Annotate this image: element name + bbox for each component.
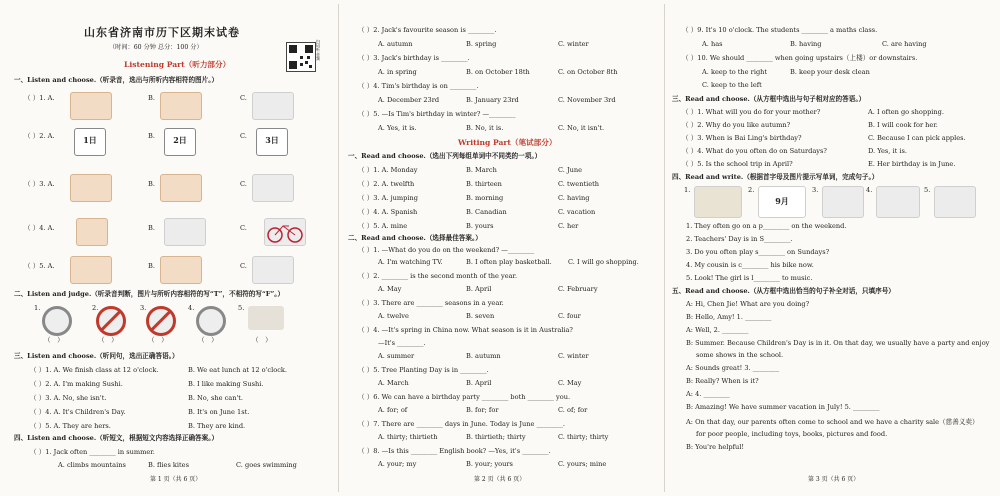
w2-q6-c: C. of; for — [558, 406, 588, 414]
dialog-line-1: A: Hi, Chen Jie! What are you doing? — [686, 300, 810, 308]
w1-q5-c: C. her — [558, 222, 579, 230]
w2-q8: （ ）8. —Is this ________ English book? —Yes, it's ________. — [358, 447, 551, 455]
l3-q1-b: B. We eat lunch at 12 o'clock. — [188, 366, 287, 374]
w1-q2-b: B. thirteen — [466, 180, 502, 188]
rw-num-4: 4. — [866, 186, 873, 194]
l3-q2-b: B. I like making Sushi. — [188, 380, 264, 388]
dialog-line-3: A: Well, 2. ________ — [686, 326, 749, 334]
listening-sec3-heading: 三、Listen and choose.（听问句，选出正确答语。） — [14, 352, 179, 360]
w2-q3-b: B. seven — [466, 312, 495, 320]
m-top-q4-b: B. January 23rd — [466, 96, 519, 104]
listening-part-title: Listening Part（听力部分） — [124, 60, 231, 69]
m-top-q4-a: A. December 23rd — [378, 96, 440, 104]
w2-q6-b: B. for; for — [466, 406, 499, 414]
judge-num-5: 5. — [238, 304, 245, 312]
dialog-line-7: B: Really? When is it? — [686, 377, 759, 385]
w1-q4-a: （ ）4. A. Spanish — [358, 208, 418, 216]
page-2 — [348, 0, 656, 496]
w2-q2-c: C. February — [558, 285, 598, 293]
l4-q1-b: B. flies kites — [148, 461, 189, 469]
m-top-q4: （ ）4. Tim's birthday is on ________. — [358, 82, 479, 90]
r-top-q10-c: C. keep to the left — [702, 81, 762, 89]
r-top-q10-a: A. keep to the right — [702, 68, 768, 76]
rw-num-5: 5. — [924, 186, 931, 194]
w2-q4-a: A. summer — [378, 352, 415, 360]
w2-q8-b: B. your; yours — [466, 460, 513, 468]
l4-q1-c: C. goes swimming — [236, 461, 297, 469]
w2-q8-a: A. your; my — [378, 460, 417, 468]
l4-q1: （ ）1. Jack often ________ in summer. — [30, 448, 155, 456]
r-top-q9-b: B. having — [790, 40, 822, 48]
calendar-1-picture — [74, 128, 106, 156]
m-top-q2-a: A. autumn — [378, 40, 413, 48]
m-top-q3: （ ）3. Jack's birthday is ________. — [358, 54, 470, 62]
m-top-q2: （ ）2. Jack's favourite season is ________. — [358, 26, 497, 34]
w2-q6: （ ）6. We can have a birthday party ________ both ________ you. — [358, 393, 571, 401]
r-top-q9-a: A. has — [702, 40, 723, 48]
rw-s1: 1. They often go on a p________ on the weekend. — [686, 222, 847, 230]
l3-q2-a: （ ）2. A. I'm making Sushi. — [30, 380, 123, 388]
sign-1-picture — [42, 306, 72, 336]
m-top-q4-c: C. November 3rd — [558, 96, 616, 104]
judge-blank-1[interactable]: （ ） — [44, 336, 64, 344]
w3-a1: A. I often go shopping. — [868, 108, 944, 116]
kids-cooking-picture — [252, 174, 294, 202]
page-2-footer: 第 2 页（共 6 页） — [474, 476, 526, 483]
l1-q2-c: C. — [240, 132, 247, 140]
w2-q5-b: B. April — [466, 379, 492, 387]
w3-q2: （ ）2. Why do you like autumn? — [682, 121, 791, 129]
l3-q5-a: （ ）5. A. They are hers. — [30, 422, 111, 430]
page-1 — [14, 0, 332, 496]
w1-q4-b: B. Canadian — [466, 208, 507, 216]
w3-a3: C. Because I can pick apples. — [868, 134, 966, 142]
l1-q5-b: B. — [148, 262, 155, 270]
dialog-line-2: B: Hello, Amy! 1. ________ — [686, 313, 772, 321]
w2-q1-a: A. I'm watching TV. — [378, 258, 443, 266]
dialog-line-6: A: Sounds great! 3. ________ — [686, 364, 780, 372]
w2-q4-b: B. autumn — [466, 352, 501, 360]
w1-q4-c: C. vacation — [558, 208, 596, 216]
l1-q3-c: C. — [240, 180, 247, 188]
listening-sec4-heading: 四、Listen and choose.（听短文，根据短文内容选择正确答案。） — [14, 434, 219, 442]
l3-q3-a: （ ）3. A. No, she isn't. — [30, 394, 107, 402]
writing-sec2-heading: 二、Read and choose.（选择最佳答案。） — [348, 234, 482, 242]
l3-q4-b: B. It's on June 1st. — [188, 408, 250, 416]
page-title: 山东省济南市历下区期末试卷 — [84, 26, 240, 39]
m-top-q3-a: A. in spring — [378, 68, 417, 76]
judge-blank-5[interactable]: （ ） — [252, 336, 272, 344]
r-top-q10-b: B. keep your desk clean — [790, 68, 870, 76]
cleaning-bike-picture — [876, 186, 920, 218]
listening-sec2-heading: 二、Listen and judge.（听录音判断，图片与所听内容相符的写“T”，不相符的写“F”。） — [14, 290, 285, 298]
boy-sweeping-picture — [252, 92, 294, 120]
w2-q1-c: C. I will go shopping. — [568, 258, 639, 266]
listening-sec1-heading: 一、Listen and choose.（听录音，选出与所听内容相符的图片。） — [14, 76, 219, 84]
w2-q7-a: A. thirty; thirtieth — [378, 433, 438, 441]
boy-at-desk-picture — [160, 92, 202, 120]
dialog-line-4: B: Summer. Because Children's Day is in it. On that day, we usually have a party and enjoy — [686, 339, 990, 347]
judge-blank-4[interactable]: （ ） — [198, 336, 218, 344]
l1-q4-b: B. — [148, 224, 155, 232]
r-top-q9: （ ）9. It's 10 o'clock. The students ________ a maths class. — [682, 26, 878, 34]
l1-q1-label: （ ）1. A. — [24, 94, 55, 102]
w2-q3-a: A. twelve — [378, 312, 409, 320]
l1-q1-b: B. — [148, 94, 155, 102]
calendar-september-picture — [758, 186, 806, 218]
writing-sec1-heading: 一、Read and choose.（选出下列每组单词中不同类的一项。） — [348, 152, 542, 160]
m-top-q5-b: B. No, it is. — [466, 124, 504, 132]
w2-q3-c: C. four — [558, 312, 581, 320]
l1-q3-b: B. — [148, 180, 155, 188]
house-picture — [70, 256, 112, 284]
w2-q4: （ ）4. —It's spring in China now. What season is it in Australia? — [358, 326, 573, 334]
judge-blank-3[interactable]: （ ） — [148, 336, 168, 344]
boy-reading-picture — [70, 92, 112, 120]
writing-sec4-heading: 四、Read and write.（根据首字母及图片提示写单词，完成句子。） — [672, 173, 879, 181]
schoolbag-picture — [76, 218, 108, 246]
w2-q2: （ ）2. ________ is the second month of the year. — [358, 272, 518, 280]
m-top-q2-c: C. winter — [558, 40, 589, 48]
w3-q3: （ ）3. When is Bai Ling's birthday? — [682, 134, 802, 142]
w1-q5-b: B. yours — [466, 222, 494, 230]
queue-picture — [248, 306, 284, 330]
m-top-q5-c: C. No, it isn't. — [558, 124, 605, 132]
writing-sec5-heading: 五、Read and choose.（从方框中选出恰当的句子补全对话，只填序号） — [672, 287, 895, 295]
rw-s2: 2. Teachers' Day is in S________. — [686, 235, 793, 243]
l1-q1-c: C. — [240, 94, 247, 102]
l3-q1-a: （ ）1. A. We finish class at 12 o'clock. — [30, 366, 159, 374]
w1-q2-c: C. twentieth — [558, 180, 600, 188]
writing-part-title: Writing Part（笔试部分） — [458, 138, 557, 147]
dog-picture — [164, 218, 206, 246]
w2-q7-b: B. thirtieth; thirty — [466, 433, 526, 441]
sign-4-picture — [196, 306, 226, 336]
w1-q2-a: （ ）2. A. twelfth — [358, 180, 415, 188]
no-food-sign — [96, 306, 126, 336]
m-top-q5-a: A. Yes, it is. — [378, 124, 417, 132]
w1-q3-a: （ ）3. A. jumping — [358, 194, 418, 202]
m-top-q3-c: C. on October 8th — [558, 68, 618, 76]
m-top-q2-b: B. spring — [466, 40, 497, 48]
judge-num-1: 1. — [34, 304, 41, 312]
r-top-q10: （ ）10. We should ________ when going upstairs（上楼）or downstairs. — [682, 54, 918, 62]
l4-q1-a: A. climbs mountains — [58, 461, 126, 469]
dialog-line-8: A: 4. ________ — [686, 390, 730, 398]
dialog-line-11: for poor people, including toys, books, pictures and food. — [696, 430, 888, 438]
judge-num-2: 2. — [92, 304, 99, 312]
w2-q5-a: A. March — [378, 379, 409, 387]
girl-picture — [160, 256, 202, 284]
w1-q5-a: （ ）5. A. mine — [358, 222, 408, 230]
judge-num-3: 3. — [140, 304, 147, 312]
rw-s3: 3. Do you often play s________ on Sundays? — [686, 248, 830, 256]
w1-q1-b: B. March — [466, 166, 497, 174]
rw-s4: 4. My cousin is c________ his bike now. — [686, 261, 814, 269]
w2-q6-a: A. for; of — [378, 406, 408, 414]
children-playing-picture — [70, 174, 112, 202]
w2-q2-b: B. April — [466, 285, 492, 293]
m-top-q3-b: B. on October 18th — [466, 68, 530, 76]
page-1-footer: 第 1 页（共 6 页） — [150, 476, 202, 483]
calendar-3-label: 3日 — [265, 135, 279, 145]
l3-q3-b: B. No, she can't. — [188, 394, 244, 402]
l1-q4-label: （ ）4. A. — [24, 224, 55, 232]
w2-q5-c: C. May — [558, 379, 582, 387]
picnic-picture — [694, 186, 742, 218]
page-3-footer: 第 3 页（共 6 页） — [808, 476, 860, 483]
kids-garden-picture — [160, 174, 202, 202]
w3-a5: E. Her birthday is in June. — [868, 160, 956, 168]
calendar-2-picture — [164, 128, 196, 156]
page-divider-2 — [664, 4, 665, 492]
l3-q5-b: B. They are kind. — [188, 422, 246, 430]
boy-kite-picture — [252, 256, 294, 284]
l1-q2-label: （ ）2. A. — [24, 132, 55, 140]
w2-q1: （ ）1. —What do you do on the weekend? —________ — [358, 246, 535, 254]
w2-q8-c: C. yours; mine — [558, 460, 607, 468]
bicycle-picture — [264, 218, 306, 246]
page-divider-1 — [338, 4, 339, 492]
l1-q4-c: C. — [240, 224, 247, 232]
judge-num-4: 4. — [188, 304, 195, 312]
w1-q3-b: B. morning — [466, 194, 504, 202]
calendar-2-label: 2日 — [173, 135, 187, 145]
l1-q5-label: （ ）5. A. — [24, 262, 55, 270]
rw-num-1: 1. — [684, 186, 691, 194]
dialog-line-10: A: On that day, our parents often come to school and we have a charity sale（慈善义卖） — [686, 418, 979, 426]
dialog-line-12: B: You're helpful! — [686, 443, 745, 451]
w1-q3-c: C. having — [558, 194, 590, 202]
l1-q2-b: B. — [148, 132, 155, 140]
w2-q7: （ ）7. There are ________ days in June. Today is June ________. — [358, 420, 565, 428]
page-3 — [672, 0, 990, 496]
l1-q5-c: C. — [240, 262, 247, 270]
listening-music-picture — [934, 186, 976, 218]
w3-q4: （ ）4. What do you often do on Saturdays? — [682, 147, 827, 155]
w2-q5: （ ）5. Tree Planting Day is in ________. — [358, 366, 489, 374]
w3-a4: D. Yes, it is. — [868, 147, 907, 155]
l1-q3-label: （ ）3. A. — [24, 180, 55, 188]
rw-num-2: 2. — [748, 186, 755, 194]
calendar-september-label: 9月 — [775, 196, 789, 206]
dialog-line-9: B: Amazing! We have summer vacation in July! 5. ________ — [686, 403, 880, 411]
dialog-line-5: some shows in the school. — [696, 351, 784, 359]
w2-q1-b: B. I often play basketball. — [466, 258, 552, 266]
qr-label: 扫码听音频 — [316, 39, 320, 61]
w3-q1: （ ）1. What will you do for your mother? — [682, 108, 821, 116]
w2-q4-line2: —It's ________. — [378, 339, 426, 347]
calendar-1-label: 1日 — [83, 135, 97, 145]
w2-q7-c: C. thirty; thirty — [558, 433, 609, 441]
judge-blank-2[interactable]: （ ） — [98, 336, 118, 344]
calendar-3-picture — [256, 128, 288, 156]
w1-q1-a: （ ）1. A. Monday — [358, 166, 418, 174]
rw-num-3: 3. — [812, 186, 819, 194]
writing-sec3-heading: 三、Read and choose.（从方框中选出与句子相对应的答语。） — [672, 95, 866, 103]
w2-q3: （ ）3. There are ________ seasons in a year. — [358, 299, 504, 307]
w3-q5: （ ）5. Is the school trip in April? — [682, 160, 793, 168]
exam-subtitle: （时间：60 分钟 总分：100 分） — [109, 44, 203, 51]
soccer-picture — [822, 186, 864, 218]
w1-q1-c: C. June — [558, 166, 583, 174]
no-smoking-sign — [146, 306, 176, 336]
r-top-q9-c: C. are having — [882, 40, 927, 48]
qr-code[interactable] — [286, 42, 316, 72]
rw-s5: 5. Look! The girl is l________ to music. — [686, 274, 813, 282]
w2-q2-a: A. May — [378, 285, 402, 293]
m-top-q5: （ ）5. —Is Tim's birthday in winter? —________ — [358, 110, 516, 118]
w2-q4-c: C. winter — [558, 352, 589, 360]
l3-q4-a: （ ）4. A. It's Children's Day. — [30, 408, 126, 416]
w3-a2: B. I will cook for her. — [868, 121, 938, 129]
